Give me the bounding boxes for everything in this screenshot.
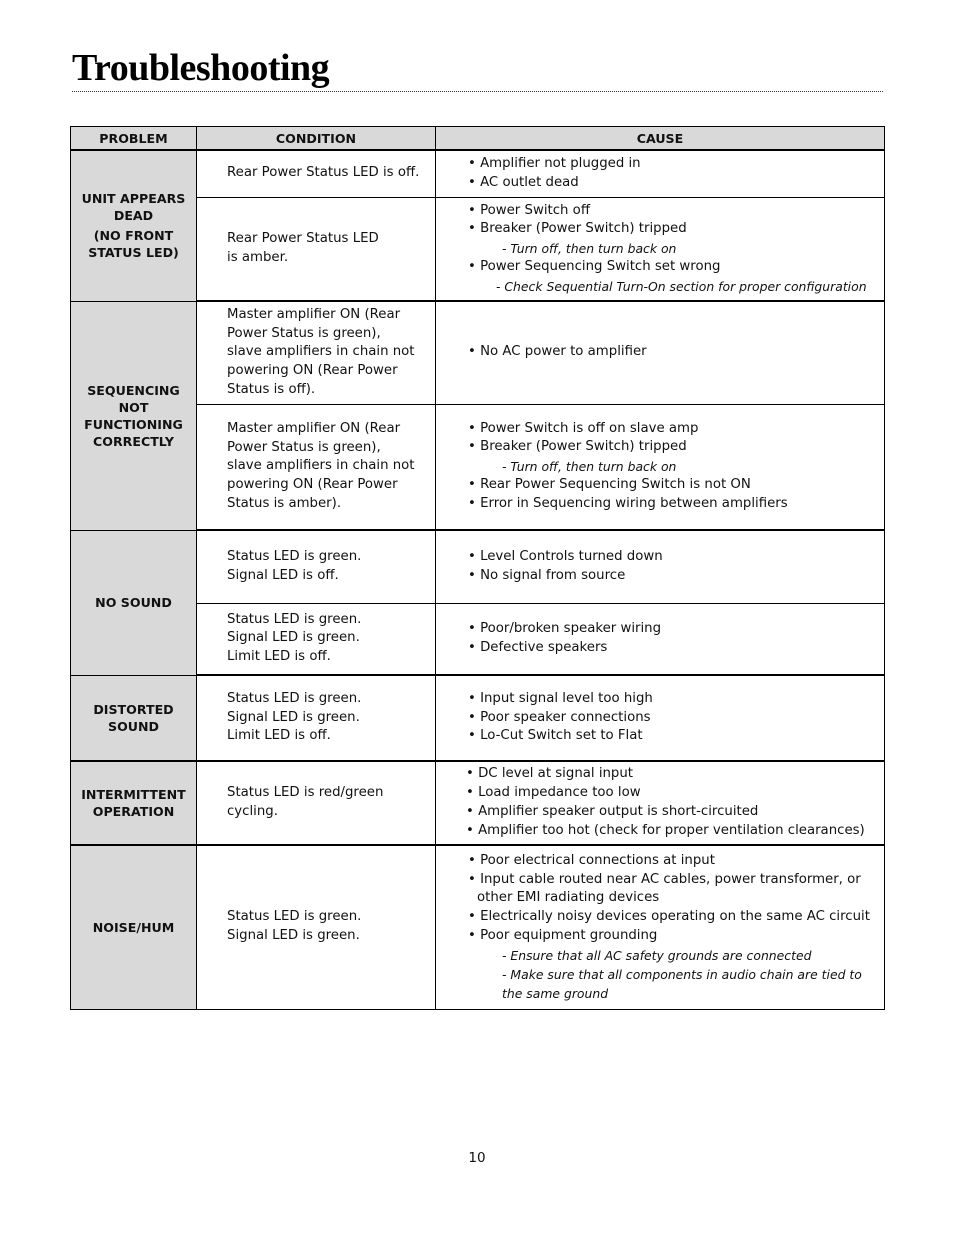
condition-line: powering ON (Rear Power [227,477,398,493]
cause-item: • No AC power to amplifier [468,344,647,360]
cause-item: • Load impedance too low [466,785,641,801]
cause-item: • Breaker (Power Switch) tripped [468,439,687,455]
cause-cell [436,404,885,530]
cause-subnote: - Turn off, then turn back on [502,459,677,475]
problem-label: UNIT APPEARS DEAD [81,191,186,224]
cause-item: • Power Switch off [468,202,590,218]
condition-cell [197,530,436,603]
problem-unit-appears-dead [71,150,197,301]
cause-item: • Error in Sequencing wiring between amplifiers [468,496,788,512]
cause-item: • Poor equipment grounding [468,927,658,943]
condition-cell [197,301,436,404]
cause-item: • Breaker (Power Switch) tripped [468,221,687,237]
condition-cell [197,761,436,845]
cause-item: • No signal from source [468,567,626,583]
cause-item: • Poor speaker connections [468,709,651,725]
table-row [71,530,885,603]
problem-intermittent-operation [71,761,197,845]
cause-subnote: - Ensure that all AC safety grounds are connected [502,947,812,963]
problem-distorted-sound [71,675,197,761]
problem-sequencing [71,301,197,530]
cause-item: • AC outlet dead [468,174,579,190]
cause-item: • Power Sequencing Switch set wrong [468,259,721,275]
cause-cell [436,845,885,1009]
header-problem: PROBLEM [71,127,197,151]
condition-cell [197,150,436,197]
cause-subnote: - Make sure that all components in audio chain are tied to the same ground [502,966,862,1001]
cause-item: • Defective speakers [468,639,608,655]
cause-subnote: - Check Sequential Turn-On section for proper configuration [496,278,867,294]
problem-label: NO SOUND [95,595,172,610]
condition-line: Status LED is red/green cycling. [227,785,384,819]
cause-item: • Amplifier not plugged in [468,155,641,171]
table-row [71,845,885,1009]
condition-line: Status is amber). [227,495,342,511]
cause-item: • Lo-Cut Switch set to Flat [468,728,643,744]
condition-line: Status LED is green. [227,909,362,925]
condition-line: Signal LED is off. [227,567,339,583]
troubleshooting-table [70,126,885,1010]
problem-noise-hum [71,845,197,1009]
cause-item: • Poor electrical connections at input [468,852,715,868]
condition-line: powering ON (Rear Power [227,363,398,379]
condition-line: Power Status is green), [227,325,381,341]
cause-item: • Input cable routed near AC cables, power transformer, or other EMI radiating devices [468,871,861,906]
problem-label: INTERMITTENT OPERATION [81,787,186,819]
condition-line: Limit LED is off. [227,649,331,665]
condition-line: Limit LED is off. [227,728,331,744]
cause-cell [436,675,885,761]
condition-cell [197,603,436,675]
condition-line: Status LED is green. [227,611,362,627]
table-header-row [71,127,885,151]
cause-item: • Poor/broken speaker wiring [468,620,662,636]
cause-cell [436,150,885,197]
table-row [71,761,885,845]
cause-item: • Amplifier too hot (check for proper ventilation clearances) [466,822,865,838]
condition-cell [197,845,436,1009]
cause-cell [436,530,885,603]
cause-item: • Electrically noisy devices operating on the same AC circuit [468,909,870,925]
condition-line: slave amplifiers in chain not [227,344,415,360]
page-title: Troubleshooting [72,47,330,89]
condition-line: Signal LED is green. [227,709,360,725]
problem-sublabel: (NO FRONT STATUS LED) [88,228,179,261]
cause-cell [436,761,885,845]
condition-line: Signal LED is green. [227,928,360,944]
condition-line: Signal LED is green. [227,630,360,646]
header-cause: CAUSE [436,127,885,151]
cause-item: • Rear Power Sequencing Switch is not ON [468,477,751,493]
cause-item: • Level Controls turned down [468,548,663,564]
condition-line: Status is off). [227,381,316,397]
condition-line: slave amplifiers in chain not [227,458,415,474]
condition-cell [197,675,436,761]
condition-line: is amber. [227,249,289,265]
cause-item: • Amplifier speaker output is short-circuited [466,804,759,819]
condition-line: Master amplifier ON (Rear [227,306,401,322]
problem-label: DISTORTED SOUND [93,701,174,734]
condition-line: Rear Power Status LED [227,230,379,246]
header-condition: CONDITION [197,127,436,151]
table-row [71,150,885,197]
cause-item: • Input signal level too high [468,690,653,706]
condition-line: Rear Power Status LED is off. [227,165,420,181]
cause-subnote: - Turn off, then turn back on [502,241,677,257]
table-row [71,301,885,404]
cause-item: • DC level at signal input [466,766,634,782]
cause-cell [436,301,885,404]
condition-line: Status LED is green. [227,548,362,564]
problem-no-sound [71,530,197,675]
cause-item: • Power Switch is off on slave amp [468,420,699,436]
problem-label: NOISE/HUM [92,919,175,935]
page-number: 10 [468,1150,486,1166]
cause-cell [436,197,885,301]
condition-cell [197,404,436,530]
title-divider [72,91,883,92]
table-row [71,675,885,761]
condition-line: Power Status is green), [227,439,381,455]
condition-line: Status LED is green. [227,690,362,706]
condition-line: Master amplifier ON (Rear [227,420,401,436]
cause-cell [436,603,885,675]
condition-cell [197,197,436,301]
problem-label: SEQUENCING NOT FUNCTIONING CORRECTLY [84,382,183,449]
